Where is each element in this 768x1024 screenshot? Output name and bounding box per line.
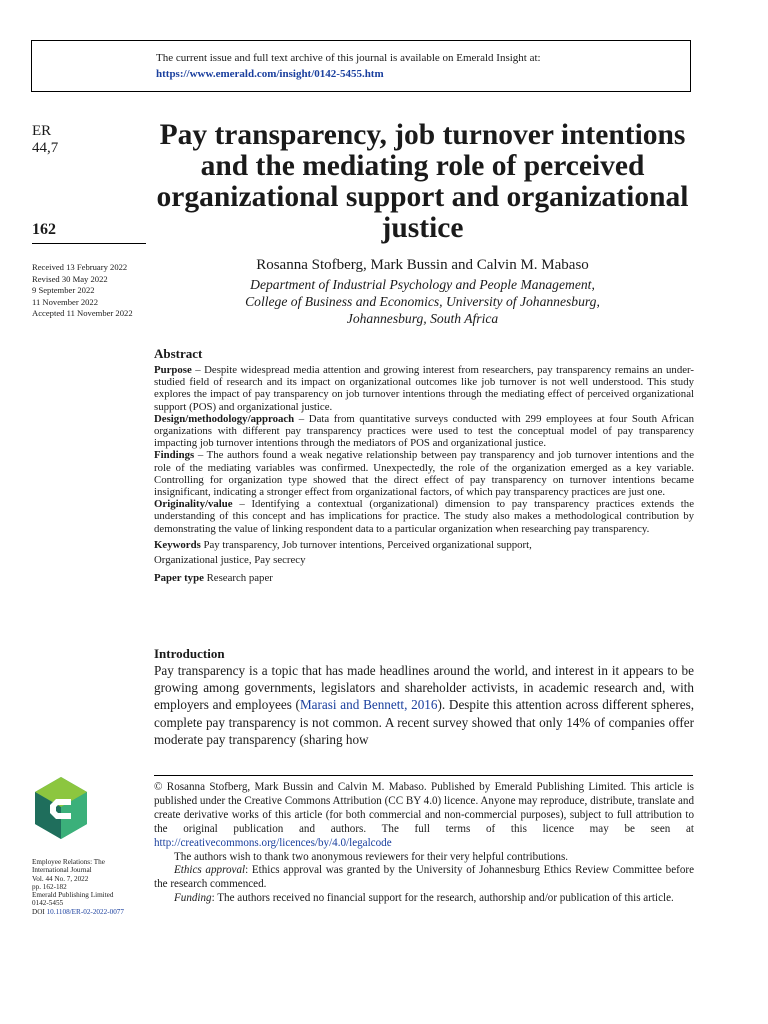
abstract-purpose <box>154 364 694 413</box>
ethics-label: Ethics approval <box>174 864 246 877</box>
date-line: 9 September 2022 <box>32 285 95 296</box>
journal-info-line: International Journal <box>32 866 92 875</box>
abstract-originality <box>154 498 694 535</box>
abstract <box>154 346 694 584</box>
section-text: – Despite widespread media attention and growing interest from researchers, pay transparency remains an under-studied field of research and its impact on organizational outcomes like job turnover is not well understood. This study explores the impact of pay transparency on job turnover intentions through the mediating effect of perceived organizational support (POS) and organizational justice. <box>154 364 694 413</box>
page-number: 162 <box>32 221 56 238</box>
paper-type-value: Research paper <box>203 571 273 584</box>
journal-info-line: Employee Relations: The <box>32 858 105 866</box>
introduction-heading: Introduction <box>154 646 225 661</box>
date-line: Revised 30 May 2022 <box>32 273 108 284</box>
license-text: © Rosanna Stofberg, Mark Bussin and Calvin M. Mabaso. Published by Emerald Publishing Limited. This article is published under the Creative Commons Attribution (CC BY 4.0) licence. Anyone may reproduce, distribute, translate and create derivative works of this article (for both commercial and non-commercial purposes), subject to full attribution to the original publication and authors. The full terms of this licence may be seen at <box>154 781 694 835</box>
affiliation-line: College of Business and Economics, University of Johannesburg, <box>245 294 600 309</box>
volume-issue: 44,7 <box>32 140 59 156</box>
introduction-text <box>154 662 694 748</box>
journal-info-line: Vol. 44 No. 7, 2022 <box>32 874 89 883</box>
funding-label: Funding <box>174 892 212 905</box>
section-label: Originality/value <box>154 498 233 511</box>
keywords-label: Keywords <box>154 538 201 551</box>
author-affiliation <box>150 276 695 327</box>
article-title: Pay transparency, job turnover intentions and the mediating role of perceived organizational support and organizational justice <box>156 119 689 244</box>
article-authors: Rosanna Stofberg, Mark Bussin and Calvin M. Mabaso <box>256 257 589 273</box>
keywords-text: Pay transparency, Job turnover intentions, Perceived organizational support, <box>200 538 532 551</box>
funding-text: : The authors received no financial support for the research, authorship and/or publication of this article. <box>211 892 674 905</box>
license-note <box>154 781 694 851</box>
section-label: Purpose <box>154 364 192 376</box>
emerald-crossmark-logo-icon[interactable] <box>31 775 91 841</box>
keywords-line <box>154 538 694 553</box>
journal-volume <box>32 123 58 157</box>
section-label: Design/methodology/approach <box>154 412 295 425</box>
date-line: Accepted 11 November 2022 <box>32 308 133 319</box>
license-link[interactable]: http://creativecommons.org/licences/by/4.0/legalcode <box>154 836 392 849</box>
funding-note <box>154 892 694 906</box>
page-number-rule <box>32 243 146 244</box>
acknowledgement: The authors wish to thank two anonymous reviewers for their very helpful contributions. <box>174 850 569 863</box>
journal-info-line: pp. 162-182 <box>32 882 67 891</box>
section-text: – Identifying a contextual (organizational) dimension to pay transparency practices extends the understanding of this concept and has implications for practice. The study also makes a methodological contribution by demonstrating the value of linking respondent data to a particular organization when researching pay transparency. <box>154 498 694 535</box>
doi-label: DOI <box>32 907 47 916</box>
section-label: Findings <box>154 449 195 462</box>
intro-text-part: ). Despite this attention across different spheres, complete pay transparency is not common. A recent survey showed that only 14% of companies offer moderate pay transparency (sharing how <box>154 697 694 747</box>
section-text: – The authors found a weak negative relationship between pay transparency and job turnover intentions and the role of the mediating variables was confirmed. Unexpectedly, the role of the organization emerged as a key variable. Controlling for organization type showed that the direct effect of pay transparency on turnover intentions became insignificant, indicating a stronger effect from organizational factors, of which pay transparency practices are just one. <box>154 449 694 499</box>
footnotes <box>154 781 694 906</box>
keywords <box>154 538 694 568</box>
abstract-findings <box>154 449 694 498</box>
paper-type-label: Paper type <box>154 571 204 584</box>
citation-link[interactable]: Marasi and Bennett, 2016 <box>299 697 438 713</box>
intro-text-part: Pay transparency is a topic that has made headlines around the world, and interest in it appears to be growing among governments, legislators and shareholder activists, in academic research and, with employers and employees ( <box>154 663 694 713</box>
doi-line <box>32 908 147 916</box>
banner-url-link[interactable]: https://www.emerald.com/insight/0142-5455.htm <box>156 68 384 80</box>
ethics-text: : Ethics approval was granted by the University of Johannesburg Ethics Review Committee before the research commenced. <box>154 864 695 891</box>
section-text: – Data from quantitative surveys conducted with 299 employees at four South African organizations with different pay transparency practices were used to test the conceptual model of pay transparency impacting job turnover intentions through the mediators of POS and organizational justice. <box>154 412 694 450</box>
footnote-rule <box>154 775 693 776</box>
affiliation-line: Johannesburg, South Africa <box>346 311 499 326</box>
journal-abbr: ER <box>32 123 52 139</box>
journal-banner <box>31 40 691 92</box>
journal-info-line: Emerald Publishing Limited <box>32 891 114 900</box>
banner-text: The current issue and full text archive of this journal is available on Emerald Insight at: <box>156 52 541 64</box>
journal-info <box>32 858 147 916</box>
abstract-heading: Abstract <box>154 346 203 361</box>
abstract-design <box>154 413 694 450</box>
keywords-line: Organizational justice, Pay secrecy <box>154 553 306 566</box>
ethics-note <box>154 864 694 892</box>
paper-type <box>154 572 694 584</box>
journal-info-line: 0142-5455 <box>32 899 64 908</box>
affiliation-line: Department of Industrial Psychology and People Management, <box>250 277 595 292</box>
doi-link[interactable]: 10.1108/ER-02-2022-0077 <box>46 907 124 916</box>
date-line: Received 13 February 2022 <box>32 262 128 272</box>
date-line: 11 November 2022 <box>32 296 99 307</box>
received-dates <box>32 262 162 320</box>
